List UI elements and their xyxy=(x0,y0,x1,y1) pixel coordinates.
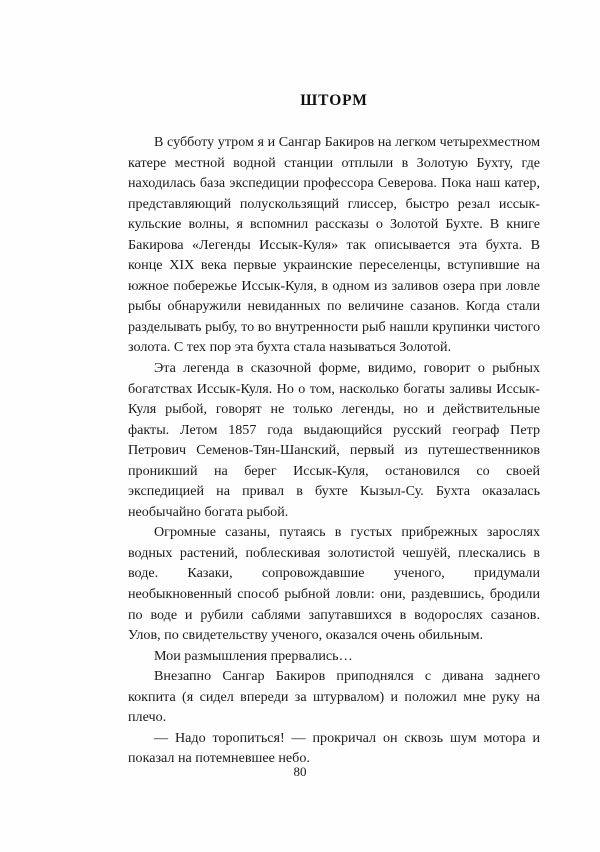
chapter-title: ШТОРМ xyxy=(300,92,368,109)
body-paragraph: Эта легенда в сказочной форме, видимо, говорит о рыбных богатствах Иссык-Куля. Но о том, насколько богаты заливы Иссык-Куля рыбой, говорят не только легенды, но и действительные факты. Летом 1857 года выдающийся русский географ Петр Петрович Семенов-Тян-Шанский, первый из путешественников проникший на берег Иссык-Куля, остановился со своей экспедицией на привал в бухте Кызыл-Су. Бухта оказалась необычайно богата рыбой. xyxy=(128,360,540,520)
body-paragraph: В субботу утром я и Сангар Бакиров на легком четырехместном катере местной водной станции отплыли в Золотую Бухту, где находилась база экспедиции профессора Северова. Пока наш катер, представляющий полускользящий глиссер, быстро резал иссык-кульские волны, я вспомнил рассказы о Золотой Бухте. В книге Бакирова «Легенды Иссык-Куля» так описывается эта бухта. В конце XIX века первые украинские переселенцы, вступившие на южное побережье Иссык-Куля, в одном из заливов озера при ловле рыбы обнаружили невиданных по величине сазанов. Когда стали разделывать рыбу, то во внутренности рыб нашли крупинки чистого золота. С тех пор эта бухта стала называться Золотой. xyxy=(128,134,540,356)
body-paragraph: Огромные сазаны, путаясь в густых прибрежных зарослях водных растений, поблескивая золотистой чешуёй, плескались в воде. Казаки, сопровождавшие ученого, придумали необыкновенный способ рыбной ловли: они, раздевшись, бродили по воде и рубили саблями запутавшихся в водорослях сазанов. Улов, по свидетельству ученого, оказался очень обильным. xyxy=(128,524,540,644)
page-text-block xyxy=(128,92,540,769)
body-paragraph: Мои размышления прервались… xyxy=(154,647,353,664)
body-paragraph: Внезапно Сангар Бакиров приподнялся с дивана заднего кокпита (я сидел впереди за штурвалом) и положил мне руку на плечо. xyxy=(128,668,540,726)
page-number: 80 xyxy=(293,764,307,779)
body-paragraph: — Надо торопиться! — прокричал он сквозь шум мотора и показал на потемневшее небо. xyxy=(128,729,540,767)
